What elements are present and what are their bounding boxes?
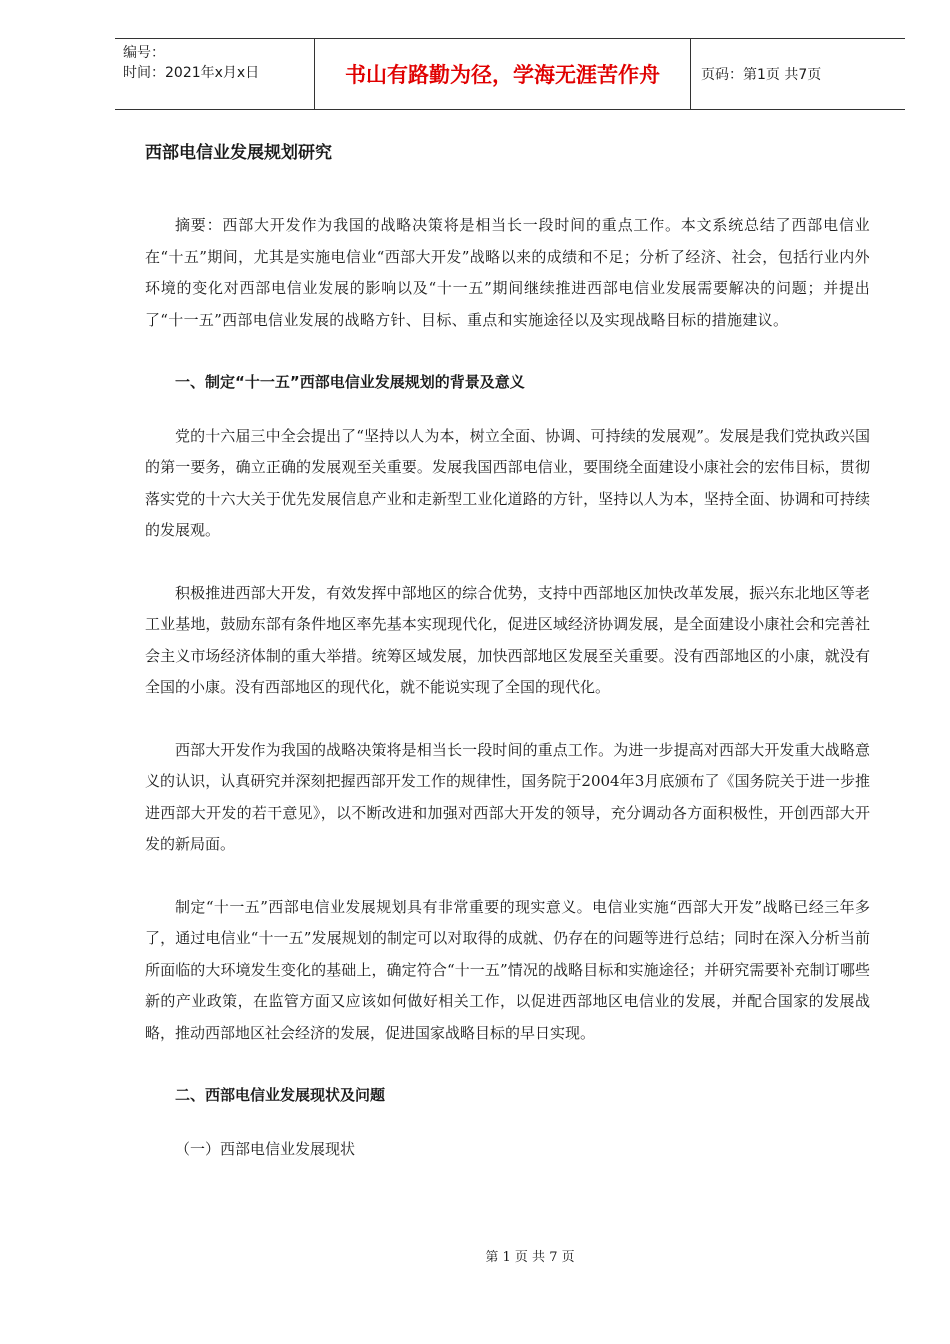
section-heading-1: 一、制定“十一五”西部电信业发展规划的背景及意义 [175, 373, 525, 391]
date-label: 时间：2021年x月x日 [123, 65, 260, 81]
body-paragraph-3: 西部大开发作为我国的战略决策将是相当长一段时间的重点工作。为进一步提高对西部大开发重大战略意义的认识，认真研究并深刻把握西部开发工作的规律性，国务院于2004年3月底颁布了《国务院关于进一步推进西部大开发的若干意见》，以不断改进和加强对西部大开发的领导，充分调动各方面积极性，开创西部大开发的新局面。 [145, 740, 870, 853]
number-label: 编号： [123, 45, 165, 61]
body-paragraph-4: 制定“十一五”西部电信业发展规划具有非常重要的现实意义。电信业实施“西部大开发”战略已经三年多了，通过电信业“十一五”发展规划的制定可以对取得的成就、仍存在的问题等进行总结；同时在深入分析当前所面临的大环境发生变化的基础上，确定符合“十一五”情况的战略目标和实施途径；并研究需要补充制订哪些新的产业政策，在监管方面又应该如何做好相关工作，以促进西部地区电信业的发展，并配合国家的发展战略，推动西部地区社会经济的发展，促进国家战略目标的早日实现。 [145, 897, 870, 1042]
document-body [145, 210, 870, 1165]
body-paragraph-2: 积极推进西部大开发，有效发挥中部地区的综合优势，支持中西部地区加快改革发展，振兴东北地区等老工业基地，鼓励东部有条件地区率先基本实现现代化，促进区域经济协调发展，是全面建设小康社会和完善社会主义市场经济体制的重大举措。统筹区域发展，加快西部地区发展至关重要。没有西部地区的小康，就没有全国的小康。没有西部地区的现代化，就不能说实现了全国的现代化。 [145, 583, 870, 696]
body-paragraph-1: 党的十六届三中全会提出了“坚持以人为本，树立全面、协调、可持续的发展观”。发展是我们党执政兴国的第一要务，确立正确的发展观至关重要。发展我国西部电信业，要围绕全面建设小康社会的宏伟目标，贯彻落实党的十六大关于优先发展信息产业和走新型工业化道路的方针，坚持以人为本，坚持全面、协调和可持续的发展观。 [145, 426, 870, 539]
section-heading-2: 二、西部电信业发展现状及问题 [175, 1086, 386, 1104]
page-header [115, 38, 905, 110]
document-title: 西部电信业发展规划研究 [145, 143, 332, 163]
page-footer: 第 1 页 共 7 页 [485, 1250, 575, 1265]
subsection-heading: （一）西部电信业发展现状 [175, 1139, 356, 1158]
abstract-paragraph: 摘要：西部大开发作为我国的战略决策将是相当长一段时间的重点工作。本文系统总结了西部电信业在“十五”期间，尤其是实施电信业“西部大开发”战略以来的成绩和不足；分析了经济、社会，包括行业内外环境的变化对西部电信业发展的影响以及“十一五”期间继续推进西部电信业发展需要解决的问题；并提出了“十一五”西部电信业发展的战略方针、目标、重点和实施途径以及实现战略目标的措施建议。 [145, 216, 870, 329]
header-page-info: 页码：第1页 共7页 [701, 67, 822, 83]
header-meta [115, 39, 315, 109]
header-motto: 书山有路勤为径，学海无涯苦作舟 [315, 39, 691, 109]
